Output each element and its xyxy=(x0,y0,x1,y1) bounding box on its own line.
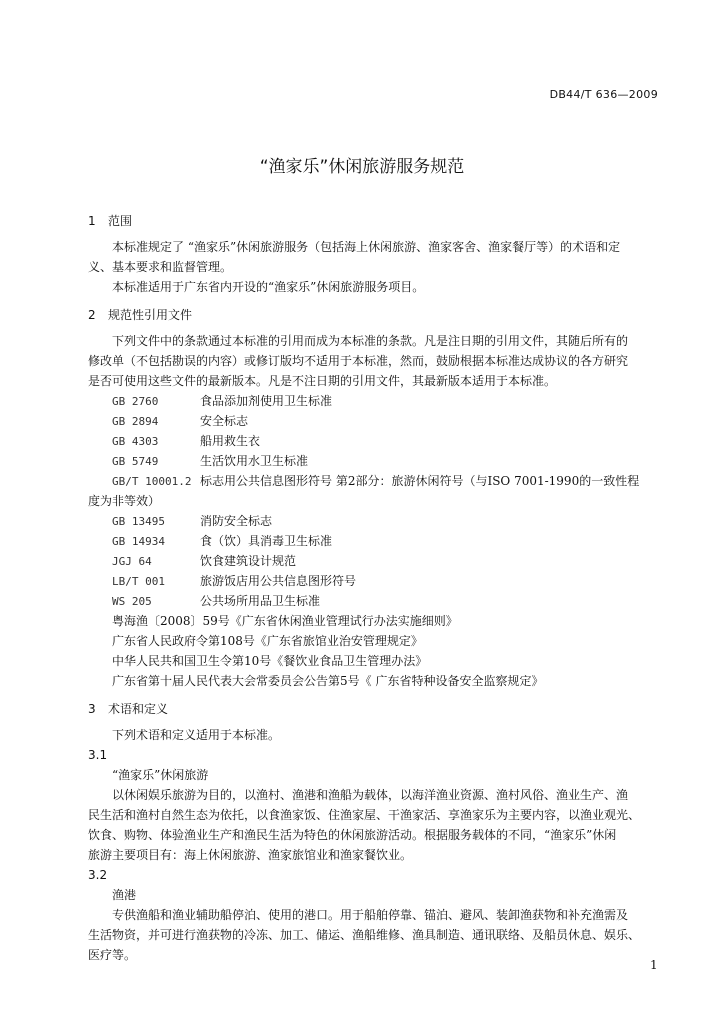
reference-title: 食品添加剂使用卫生标准 xyxy=(200,394,333,408)
section-number: 1 xyxy=(88,214,96,228)
paragraph-line: 旅游主要项目有：海上休闲旅游、渔家旅馆业和渔家餐饮业。 xyxy=(88,848,413,862)
reference-item xyxy=(112,392,332,411)
reference-title: 公共场所用品卫生标准 xyxy=(200,594,321,608)
section-title: 术语和定义 xyxy=(108,702,169,716)
paragraph-line: 专供渔船和渔业辅助船停泊、使用的港口。用于船舶停靠、锚泊、避风、装卸渔获物和补充渔需及 xyxy=(112,908,629,922)
paragraph-line: 下列文件中的条款通过本标准的引用而成为本标准的条款。凡是注日期的引用文件，其随后所有的 xyxy=(112,334,629,348)
paragraph-line: 修改单（不包括勘误的内容）或修订版均不适用于本标准，然而，鼓励根据本标准达成协议的各方研究 xyxy=(88,354,629,368)
reference-code: GB 14934 xyxy=(112,535,165,548)
reference-code: GB/T 10001.2 xyxy=(112,475,192,488)
reference-title: 食（饮）具消毒卫生标准 xyxy=(200,534,333,548)
paragraph-line: 医疗等。 xyxy=(88,948,137,962)
reference-item xyxy=(112,532,332,551)
reference-code: WS 205 xyxy=(112,595,152,608)
reference-item xyxy=(112,552,296,571)
paragraph-line: 生活物资，并可进行渔获物的冷冻、加工、储运、渔船维修、渔具制造、通讯联络、及船员休息、娱乐、 xyxy=(88,928,641,942)
reference-item xyxy=(112,432,260,451)
reference-title: 生活饮用水卫生标准 xyxy=(200,454,309,468)
page-number: 1 xyxy=(650,958,658,972)
section-title: 规范性引用文件 xyxy=(108,308,193,322)
reference-code: GB 5749 xyxy=(112,455,159,468)
section-heading-scope xyxy=(88,212,132,230)
reference-title: 旅游饭店用公共信息图形符号 xyxy=(200,574,357,588)
section-title: 范围 xyxy=(108,214,133,228)
term-number: 3.2 xyxy=(88,868,108,882)
reference-title: 安全标志 xyxy=(200,414,249,428)
term-title: 渔港 xyxy=(112,888,137,902)
paragraph-line: 民生活和渔村自然生态为依托，以食渔家饭、住渔家屋、干渔家活、享渔家乐为主要内容，以渔业观光、 xyxy=(88,808,641,822)
section-heading-references xyxy=(88,306,192,324)
reference-item xyxy=(112,592,320,611)
regulation-item: 中华人民共和国卫生令第10号《餐饮业食品卫生管理办法》 xyxy=(112,654,428,668)
standard-code: DB44/T 636—2009 xyxy=(549,88,658,101)
paragraph-line: 以休闲娱乐旅游为目的，以渔村、渔港和渔船为载体，以海洋渔业资源、渔村风俗、渔业生产、渔 xyxy=(112,788,629,802)
paragraph-line: 本标准规定了 “渔家乐”休闲旅游服务（包括海上休闲旅游、渔家客舍、渔家餐厅等）的术语和定 xyxy=(112,240,621,254)
reference-item xyxy=(112,412,248,431)
reference-code: GB 2760 xyxy=(112,395,159,408)
reference-title: 消防安全标志 xyxy=(200,514,273,528)
paragraph-line: 本标准适用于广东省内开设的“渔家乐”休闲旅游服务项目。 xyxy=(112,280,425,294)
reference-code: GB 2894 xyxy=(112,415,159,428)
document-title: “渔家乐”休闲旅游服务规范 xyxy=(259,157,465,177)
reference-title: 饮食建筑设计规范 xyxy=(200,554,297,568)
paragraph-line: 是否可使用这些文件的最新版本。凡是不注日期的引用文件，其最新版本适用于本标准。 xyxy=(88,374,557,388)
term-number: 3.1 xyxy=(88,748,108,762)
reference-code: LB/T 001 xyxy=(112,575,165,588)
reference-item xyxy=(112,572,356,591)
section-number: 2 xyxy=(88,308,96,322)
reference-title: 船用救生衣 xyxy=(200,434,261,448)
paragraph-line: 下列术语和定义适用于本标准。 xyxy=(112,728,281,742)
regulation-item: 广东省人民政府令第108号《广东省旅馆业治安管理规定》 xyxy=(112,634,423,648)
reference-code: GB 4303 xyxy=(112,435,159,448)
section-number: 3 xyxy=(88,702,96,716)
regulation-item: 粤海渔〔2008〕59号《广东省休闲渔业管理试行办法实施细则》 xyxy=(112,614,458,628)
reference-title: 标志用公共信息图形符号 第2部分：旅游休闲符号（与ISO 7001-1990的一致性程 xyxy=(200,474,640,488)
reference-item xyxy=(112,472,639,491)
section-heading-terms xyxy=(88,700,168,718)
paragraph-line: 饮食、购物、体验渔业生产和渔民生活为特色的休闲旅游活动。根据服务载体的不同，“渔家乐”休闲 xyxy=(88,828,617,842)
reference-continuation: 度为非等效） xyxy=(88,494,161,508)
reference-item xyxy=(112,452,308,471)
regulation-item: 广东省第十届人民代表大会常委员会公告第5号《 广东省特种设备安全监察规定》 xyxy=(112,674,544,688)
reference-item xyxy=(112,512,272,531)
term-title: “渔家乐”休闲旅游 xyxy=(112,768,209,782)
paragraph-line: 义、基本要求和监督管理。 xyxy=(88,260,233,274)
reference-code: GB 13495 xyxy=(112,515,165,528)
reference-code: JGJ 64 xyxy=(112,555,152,568)
